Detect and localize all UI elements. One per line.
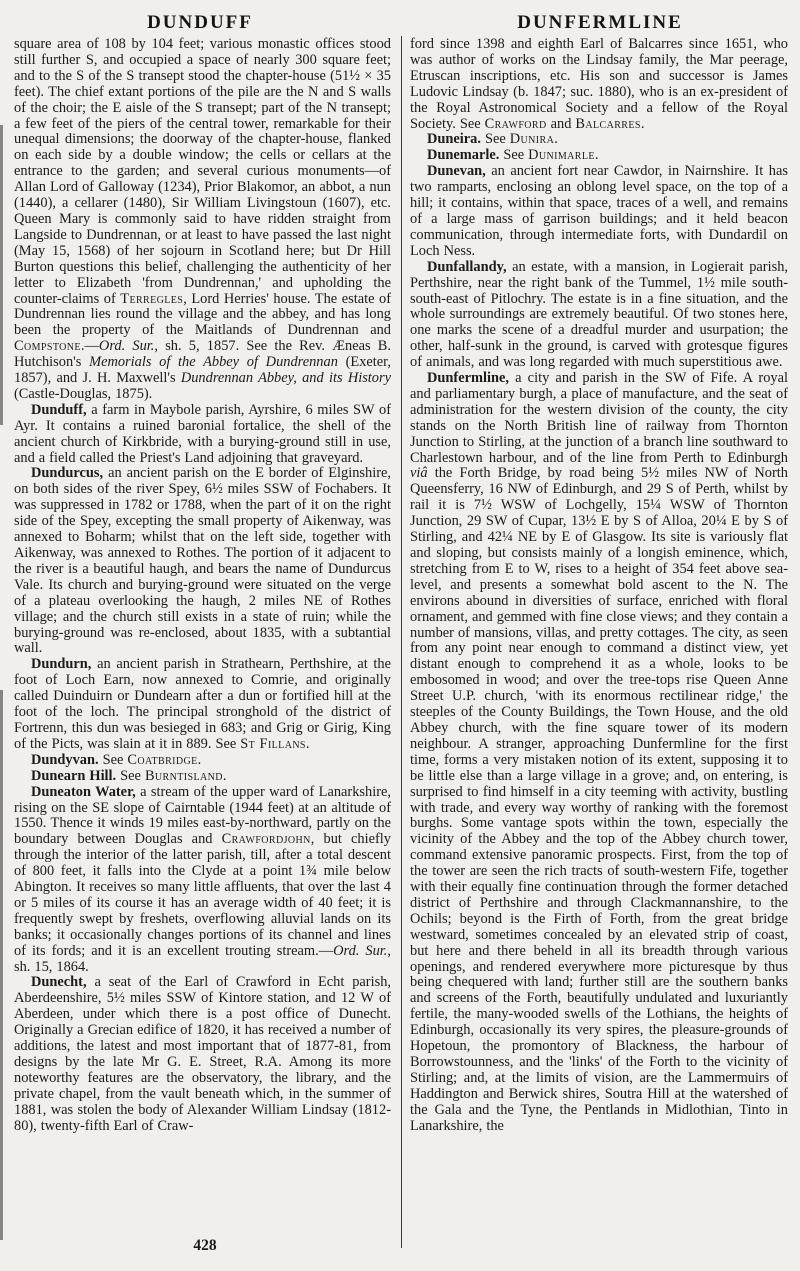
text-segment: square area of 108 by 104 feet; various monastic offices stood still further S, and occupied a space of nearly 300 square feet; and to the S of the S transept stood the chapter-house (51½ × 35 feet). The chief extant portions of the pile are the N and S walls of the choir; the E aisle of the S transept; part of the N transept; a few feet of the piers of the central tower, remarkable for their unequal dimensions; the doorway of the chapter-house, flanked on each side by a double window; the cells or cellars at the entrance to the garden; and several curious monuments—of Allan Lord of Galloway (1234), Prior Blakomor, an abbot, a nun (1440), a cellarer (1480), Sir William Livingstoun (1607), etc. Queen Mary is commonly said to have ridden straight from Langside to Dundrennan, or at least to have passed the last night (May 15, 1568) of her sojourn in Scotland here; but Dr Hill Burton questions this belief, challenging the authenticity of her letter to Elizabeth 'from Dundrennan,' and upholding the counter-claims of bbox=[14, 37, 391, 307]
text-segment: , Lord Herries' house. The estate of Dundrennan lies round the village and the abbey, and has long been the property of the Maitlands of Dundrennan and bbox=[14, 290, 391, 339]
paragraph bbox=[14, 753, 391, 769]
text-segment: Crawfordjohn bbox=[221, 831, 311, 848]
entry-name: Dunfallandy, bbox=[427, 258, 507, 275]
paragraph bbox=[410, 148, 788, 164]
text-segment: ford since 1398 and eighth Earl of Balcarres since 1651, who was author of works on the Lindsay family, the Mar peerage, Etruscan inscriptions, etc. His son and successor is James Ludovic Lindsay (b. 1847; suc. 1880), who is an ex-president of the Royal Astronomical Society and a fellow of the Royal Society. See bbox=[410, 37, 788, 132]
paragraph bbox=[14, 403, 391, 467]
entry-name: Dundurn, bbox=[31, 656, 92, 673]
entry-name: Dunduff, bbox=[31, 401, 87, 418]
scan-edge-artifact bbox=[0, 690, 3, 1240]
left-column-header: DUNDUFF bbox=[147, 12, 253, 33]
paragraph bbox=[410, 132, 788, 148]
text-segment: . bbox=[222, 767, 227, 784]
page-number: 428 bbox=[193, 1237, 217, 1254]
text-segment: an ancient fort near Cawdor, in Nairnshire. It has two ramparts, enclosing an oblong level space, on the top of a hill; it contains, within that space, traces of a well, and remains of a large mass of garrison buildings; and it held beacon communication, through intermediate forts, with Dundardil on Loch Ness. bbox=[410, 163, 788, 259]
text-segment: a seat of the Earl of Crawford in Echt parish, Aberdeenshire, 5½ miles SSW of Kintore station, and 12 W of Aberdeen, under which there is a post office of Dunecht. Originally a Grecian edifice of 1820, it has received a number of additions, the latest and most important that of 1877-81, from designs by the late Mr G. E. Street, R.A. Among its more noteworthy features are the observatory, the library, and the private chapel, from the vault beneath which, in the summer of 1881, was stolen the body of Alexander William Lindsay (1812-80), twenty-fifth Earl of Craw- bbox=[14, 974, 391, 1134]
entry-name: Dunfermline, bbox=[427, 370, 509, 387]
paragraph bbox=[410, 260, 788, 371]
text-segment: , but chiefly through the interior of the latter parish, till, after a total descent of 800 feet, it falls into the Clyde at a point 1¾ mile below Abington. It receives so many little affluents, that over the last 4 or 5 miles of its course it has an average width of 40 feet; it is frequently swept by freshets, overflowing alluvial lands on its banks; it occasionally changes portions of its channel and lines of its fords; and it is an excellent trouting stream.— bbox=[14, 831, 391, 959]
text-segment: a stream of the upper ward of Lanarkshire, rising on the SE slope of Cairntable (1944 feet) at an altitude of 1550. Thence it winds 19 miles east-by-northward, partly on the boundary between Douglas and bbox=[14, 783, 391, 848]
text-segment: Compstone bbox=[14, 338, 81, 355]
text-segment: a city and parish in the SW of Fife. A royal and parliamentary burgh, a place of manufacture, and the seat of administration for the western division of the county, the city stands on the North British line of railway from Thornton Junction to Stirling, at the junction of a branch line southward to Charlestown harbour, and of the line from Perth to Edinburgh bbox=[410, 370, 788, 466]
entry-name: Dunecht, bbox=[31, 974, 87, 991]
text-segment: Ord. Sur. bbox=[333, 942, 388, 959]
text-segment: an estate, with a mansion, in Logierait parish, Perthshire, near the right bank of the Tummel, 1½ mile south-south-east of Pitlochry. The estate is in a fine situation, and the whole surroundings are extremely beautiful. Of two stones here, one marks the scene of a dreadful murder and usurpation; the other, half-sunk in the ground, is carved with grotesque figures of animals, and was long regarded with much superstitious awe. bbox=[410, 258, 788, 371]
text-segment: an ancient parish on the E border of Elginshire, on both sides of the river Spey, 6½ miles SSW of Fochabers. It was suppressed in 1782 or 1788, when the part of it on the right side of the Spey, excepting the small property of Aikenway, was annexed to Boharm; whilst that on the left side, together with Aikenway, was annexed to Rothes. The portion of it adjacent to the river is a beautiful haugh, and bears the name of Dundurcus Vale. Its church and burying-ground were situated on the verge of a plateau overlooking the haugh, 2 miles NE of Rothes village; and the church still exists in a state of ruin; while the burying-ground was re-enclosed, about 1835, with a subtantial wall. bbox=[14, 465, 391, 657]
text-segment: Dunimarle bbox=[528, 147, 595, 164]
entry-name: Dunearn Hill. bbox=[31, 767, 117, 784]
text-segment: , sh. 15, 1864. bbox=[14, 942, 391, 975]
text-segment: . bbox=[640, 115, 645, 132]
text-segment: Terregles bbox=[120, 290, 184, 307]
entry-name: Dundyvan. bbox=[31, 751, 99, 768]
text-segment: (Castle-Douglas, 1875). bbox=[14, 385, 153, 402]
paragraph bbox=[14, 37, 391, 403]
text-segment: Dundrennan Abbey, and its History bbox=[180, 370, 391, 387]
entry-name: Duneaton Water, bbox=[31, 783, 136, 800]
paragraph bbox=[14, 657, 391, 752]
text-segment: , sh. 5, 1857. See the Rev. Æneas B. Hutchison's bbox=[14, 338, 391, 371]
entry-name: Dunevan, bbox=[427, 163, 486, 180]
text-segment: .— bbox=[80, 338, 99, 355]
text-segment: viâ bbox=[410, 465, 428, 482]
text-segment: See bbox=[480, 131, 510, 148]
right-text-column bbox=[410, 37, 788, 1243]
text-segment: and bbox=[546, 115, 576, 132]
paragraph bbox=[410, 371, 788, 1135]
text-segment: an ancient parish in Strathearn, Perthshire, at the foot of Loch Earn, now annexed to Comrie, and originally called Duinduirn or Dundearn after a dun or fortified hill at the foot of the loch. The principal stronghold of the district of Fortrenn, this dun was besieged in 683; and Grig or Girig, King of the Picts, was slain at it in 889. See bbox=[14, 656, 391, 752]
paragraph bbox=[14, 466, 391, 657]
text-segment: (Exeter, 1857), and J. H. Maxwell's bbox=[14, 354, 391, 387]
right-column-header: DUNFERMLINE bbox=[517, 12, 683, 33]
left-text-column bbox=[14, 37, 391, 1243]
text-segment: . bbox=[594, 147, 599, 164]
text-segment: See bbox=[98, 751, 128, 768]
column-divider-rule bbox=[401, 36, 402, 1248]
text-segment: Memorials of the Abbey of Dundrennan bbox=[89, 354, 338, 371]
paragraph bbox=[14, 769, 391, 785]
text-segment: . bbox=[305, 735, 310, 752]
text-segment: a farm in Maybole parish, Ayrshire, 6 miles SW of Ayr. It contains a ruined baronial fortalice, the shell of the ancient church of Kirkbride, with a burying-ground still in use, and a field called the Priest's Land adjoining that graveyard. bbox=[14, 401, 391, 466]
entry-name: Duneira. bbox=[427, 131, 481, 148]
scan-edge-artifact bbox=[0, 125, 3, 425]
paragraph bbox=[410, 37, 788, 132]
text-segment: See bbox=[499, 147, 529, 164]
paragraph bbox=[410, 164, 788, 259]
paragraph bbox=[14, 785, 391, 976]
text-segment: Dunira bbox=[509, 131, 555, 148]
text-segment: See bbox=[116, 767, 145, 784]
paragraph bbox=[14, 975, 391, 1134]
text-segment: Crawford bbox=[484, 115, 547, 132]
text-segment: . bbox=[197, 751, 202, 768]
text-segment: Ord. Sur. bbox=[98, 338, 155, 355]
text-segment: Burntisland bbox=[144, 767, 223, 784]
entry-name: Dunemarle. bbox=[427, 147, 500, 164]
entry-name: Dundurcus, bbox=[31, 465, 104, 482]
text-segment: . bbox=[554, 131, 558, 148]
text-segment: Balcarres bbox=[575, 115, 641, 132]
text-segment: St Fillans bbox=[240, 735, 306, 752]
text-segment: the Forth Bridge, by road being 5½ miles NW of North Queensferry, 16 NW of Edinburgh, and 29 S of Perth, whilst by rail it is 7½ WSW of Lochgelly, 15¼ WSW of Thornton Junction, 29 SW of Cupar, 13½ E by S of Alloa, 20¼ E by S of Stirling, and 42¼ NE by E of Glasgow. Its site is variously flat and sloping, but consists mainly of a longish eminence, which, stretching from E to W, rises to a height of 354 feet above sea-level, and presents a somewhat bold ascent to the N. The environs abound in diversities of surface, enriched with floral ornament, and gemmed with fine close views; and they contain a number of mansions, villas, and pretty cottages. The city, as seen from any point near enough to command a distinct view, yet distant enough to comprehend it as a whole, looks to be embosomed in wood; and over the tree-tops rise Queen Anne Street U.P. church, 'with its enormous rectilinear ridge,' the steeples of the County Buildings, the Town House, and the old Abbey church, with the fine square tower of its modern neighbour. A stranger, approaching Dunfermline for the first time, forms a very mistaken notion of its extent, supposing it to be little else than a large village in a grove; and, on entering, is surprised to find himself in a city teeming with activity, bustling with trade, and every way worthy of ranking with the foremost burghs. Some vantage spots within the town, especially the vicinity of the Abbey and the top of the Abbey church tower, command extensive panoramic prospects. First, from the top of the tower are seen the rich tracts of south-western Fife, together with their equally fine continuation through the former detached district of Perthshire and through Clackmannanshire, to the Ochils; beyond is the Firth of Forth, from the great bridge westward, sometimes concealed by an elevated strip of coast, but here and there beheld in all its breadth through various openings, and rendered everywhere more picturesque by thus being chequered with land; further still are the southern banks and screens of the Forth, beautifully undulated and luxuriantly fertile, the many-wooded swells of the Lothians, the heights of Edinburgh, occasionally its very spires, the pleasure-grounds of Hopetoun, the promontory of Blackness, the harbour of Borrowstounness, and the 'links' of the Forth to the vicinity of Stirling; and, at the limits of vision, are the Lammermuirs of Haddington and Berwick shires, Soutra Hill at the watershed of the Gala and the Tyne, the Pentlands in Midlothian, Tinto in Lanarkshire, the bbox=[410, 465, 788, 1134]
text-segment: Coatbridge bbox=[127, 751, 198, 768]
